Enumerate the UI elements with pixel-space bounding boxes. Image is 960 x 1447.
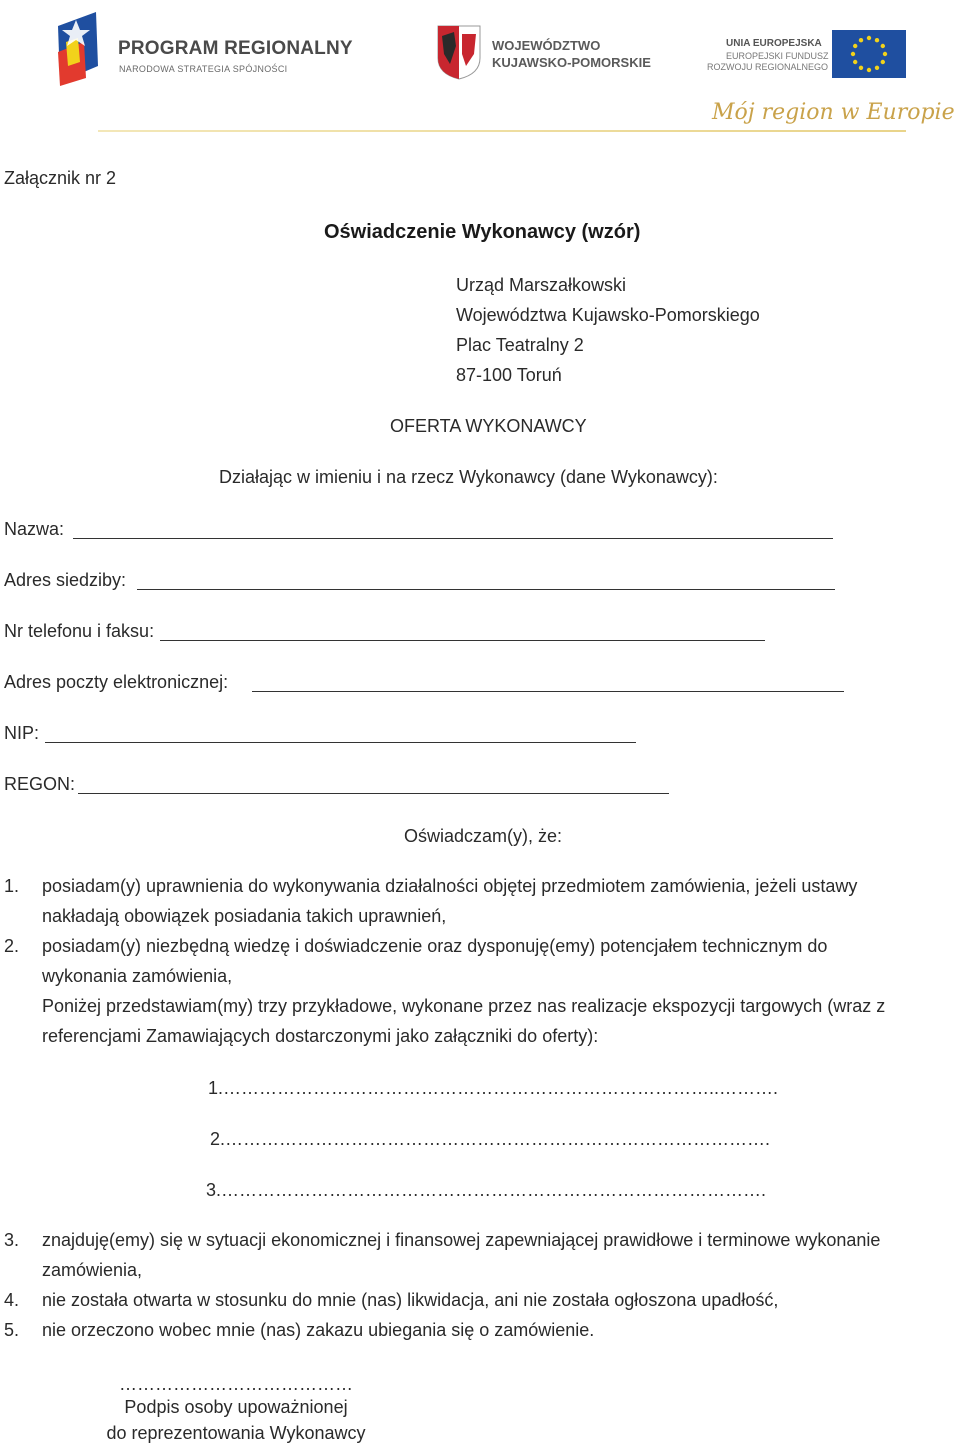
phone-field[interactable] <box>160 640 765 641</box>
name-field[interactable] <box>73 538 833 539</box>
program-subtitle: NARODOWA STRATEGIA SPÓJNOŚCI <box>119 64 288 74</box>
coat-of-arms-icon <box>436 24 482 85</box>
item-2-number: 2. <box>4 936 20 956</box>
address-field[interactable] <box>137 589 835 590</box>
email-field[interactable] <box>252 691 844 692</box>
address-line-2: Województwa Kujawsko-Pomorskiego <box>456 305 760 325</box>
signature-dots[interactable]: ………………………………… <box>119 1374 353 1394</box>
item-1-line-2: nakładają obowiązek posiadania takich uprawnień, <box>42 906 447 926</box>
item-2-line-2: wykonania zamówienia, <box>42 966 233 986</box>
example-1[interactable]: 1.………………………………………………………………………..………. <box>208 1078 779 1098</box>
nip-label: NIP: <box>4 723 40 743</box>
slogan: Mój region w Europie <box>712 100 955 125</box>
item-5-number: 5. <box>4 1320 20 1340</box>
example-3[interactable]: 3.………………………………………………………………………………. <box>206 1180 767 1200</box>
item-2-line-1: posiadam(y) niezbędną wiedzę i doświadczenie oraz dysponuję(emy) potencjałem technicznym do <box>42 936 828 956</box>
item-4-line-1: nie została otwarta w stosunku do mnie (nas) likwidacja, ani nie została ogłoszona upadłość, <box>42 1290 779 1310</box>
program-title: PROGRAM REGIONALNY <box>118 38 353 59</box>
page-title: Oświadczenie Wykonawcy (wzór) <box>324 221 641 243</box>
nss-flag-icon <box>54 12 104 92</box>
item-5-line-1: nie orzeczono wobec mnie (nas) zakazu ubiegania się o zamówienie. <box>42 1320 595 1340</box>
email-label: Adres poczty elektronicznej: <box>4 672 229 692</box>
nip-field[interactable] <box>45 742 636 743</box>
example-2[interactable]: 2.………………………………………………………………………………. <box>210 1129 771 1149</box>
ue-line3: ROZWOJU REGIONALNEGO <box>707 62 829 72</box>
item-4-number: 4. <box>4 1290 20 1310</box>
header-divider <box>98 130 906 132</box>
regon-field[interactable] <box>78 793 669 794</box>
address-line-3: Plac Teatralny 2 <box>456 335 584 355</box>
address-line-1: Urząd Marszałkowski <box>456 275 627 295</box>
item-2-line-4: referencjami Zamawiających dostarczonymi jako załączniki do oferty): <box>42 1026 599 1046</box>
item-3-line-1: znajduję(emy) się w sytuacji ekonomicznej i finansowej zapewniającej prawidłowe i terminowe wykonanie <box>42 1230 881 1250</box>
item-1-line-1: posiadam(y) uprawnienia do wykonywania działalności objętej przedmiotem zamówienia, jeżeli ustawy <box>42 876 858 896</box>
item-1-number: 1. <box>4 876 20 896</box>
name-label: Nazwa: <box>4 519 65 539</box>
regon-label: REGON: <box>4 774 76 794</box>
phone-label: Nr telefonu i faksu: <box>4 621 155 641</box>
ue-line2: EUROPEJSKI FUNDUSZ <box>726 51 829 61</box>
address-line-4: 87-100 Toruń <box>456 365 562 385</box>
item-2-line-3: Poniżej przedstawiam(my) trzy przykładowe, wykonane przez nas realizacje ekspozycji targowych (wraz z <box>42 996 886 1016</box>
item-3-line-2: zamówienia, <box>42 1260 143 1280</box>
annex-label: Załącznik nr 2 <box>4 168 117 188</box>
declare-heading: Oświadczam(y), że: <box>404 826 563 846</box>
acting-line: Działając w imieniu i na rzecz Wykonawcy (dane Wykonawcy): <box>219 467 718 487</box>
offer-heading: OFERTA WYKONAWCY <box>390 416 587 436</box>
eu-flag-icon <box>832 30 906 83</box>
signature-label-1: Podpis osoby upoważnionej <box>124 1397 348 1417</box>
wojewodztwo-line2: KUJAWSKO-POMORSKIE <box>492 55 651 70</box>
ue-line1: UNIA EUROPEJSKA <box>726 38 822 49</box>
item-3-number: 3. <box>4 1230 20 1250</box>
address-label: Adres siedziby: <box>4 570 127 590</box>
program-regionalny-logo <box>54 12 104 97</box>
signature-label-2: do reprezentowania Wykonawcy <box>106 1423 366 1443</box>
wojewodztwo-line1: WOJEWÓDZTWO <box>492 38 601 53</box>
